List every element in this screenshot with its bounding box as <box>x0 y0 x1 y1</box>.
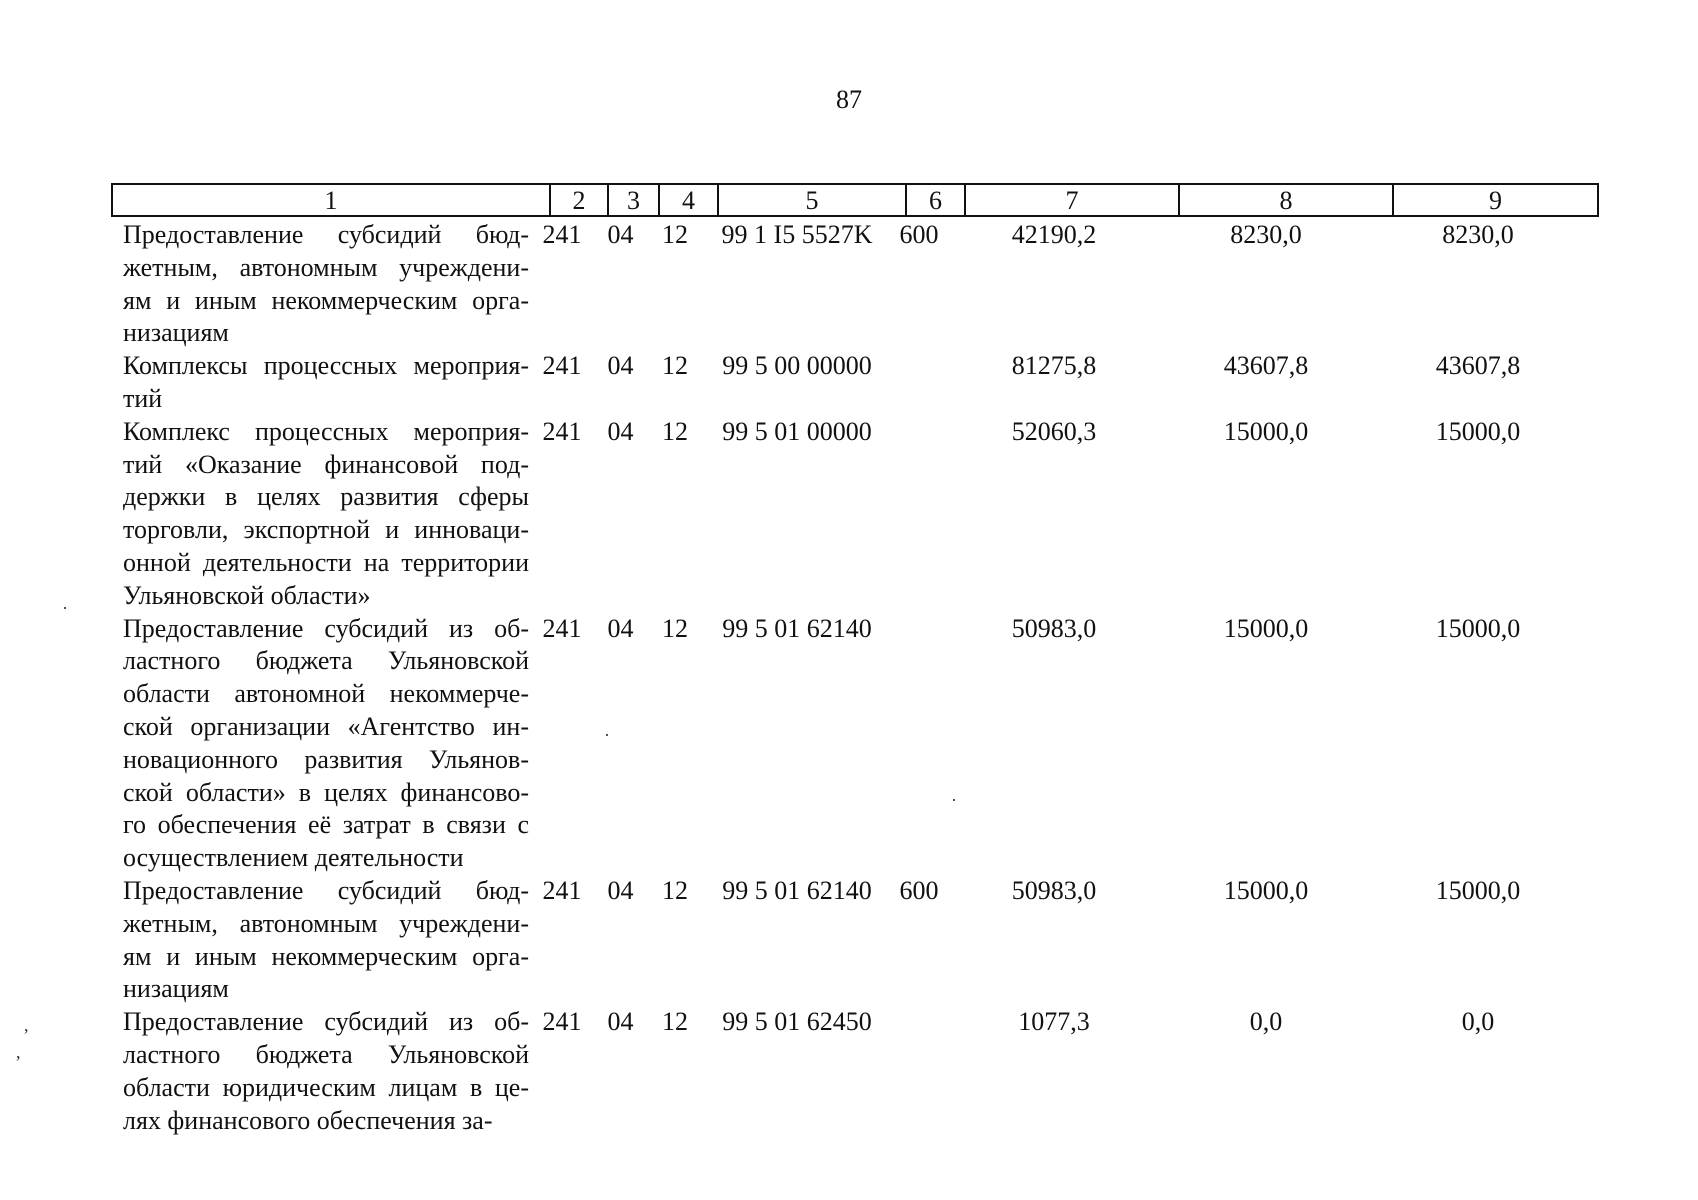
description-line: ской области» в целях финансово- <box>123 777 529 807</box>
row-amount-col9: 8230,0 <box>1442 220 1514 249</box>
row-amount-col7: 50983,0 <box>1011 613 1097 643</box>
row-subsection: 12 <box>662 875 688 905</box>
row-description <box>111 219 529 350</box>
row-amount-col9: 15000,0 <box>1435 416 1521 446</box>
row-section: 04 <box>607 613 634 643</box>
scan-speck: , <box>16 1042 21 1062</box>
row-amount-col7: 42190,2 <box>1011 220 1097 249</box>
row-section: 04 <box>607 220 634 249</box>
row-target-article: 99 1 I5 5527K <box>721 220 873 249</box>
row-code-grbs: 241 <box>542 1007 582 1037</box>
table-row <box>111 613 1599 875</box>
table-row <box>111 219 1599 350</box>
row-section: 04 <box>607 875 634 905</box>
row-amount-col9: 15000,0 <box>1435 875 1521 905</box>
row-code-grbs: 241 <box>542 875 582 905</box>
header-cell-4: 4 <box>682 186 695 215</box>
row-subsection: 12 <box>662 1007 688 1037</box>
row-subsection: 12 <box>662 351 688 381</box>
row-target-article: 99 5 01 00000 <box>722 416 872 446</box>
description-line: низациям <box>123 318 229 348</box>
row-section: 04 <box>607 1007 634 1037</box>
row-expense-type: 600 <box>899 875 939 905</box>
page-number: 87 <box>836 85 862 114</box>
row-target-article: 99 5 01 62140 <box>722 613 872 643</box>
row-amount-col9: 15000,0 <box>1435 613 1521 643</box>
row-amount-col8: 15000,0 <box>1223 416 1309 446</box>
row-subsection: 12 <box>662 416 688 446</box>
row-amount-col9: 43607,8 <box>1435 351 1521 381</box>
description-line: го обеспечения её затрат в связи с <box>123 810 529 840</box>
row-amount-col8: 0,0 <box>1249 1007 1283 1037</box>
row-code-grbs: 241 <box>542 351 582 381</box>
description-line: Предоставление субсидий из об- <box>123 1007 529 1037</box>
description-line: ластного бюджета Ульяновской <box>123 1039 529 1069</box>
row-description <box>111 350 529 416</box>
header-cell-1: 1 <box>324 186 338 215</box>
row-code-grbs: 241 <box>542 220 582 249</box>
description-line: ям и иным некоммерческим орга- <box>123 941 529 971</box>
table-row <box>111 875 1599 1006</box>
description-line: торговли, экспортной и инноваци- <box>123 515 529 545</box>
description-line: держки в целях развития сферы <box>123 482 529 512</box>
description-line: ской организации «Агентство ин- <box>123 711 529 741</box>
description-line: области юридическим лицам в це- <box>123 1072 529 1102</box>
description-line: области автономной некоммерче- <box>123 679 529 709</box>
description-line: онной деятельности на территории <box>123 547 529 577</box>
row-amount-col8: 15000,0 <box>1223 875 1309 905</box>
header-cell-9: 9 <box>1489 186 1502 215</box>
header-cell-5: 5 <box>805 186 819 215</box>
header-cell-2: 2 <box>572 186 586 215</box>
description-line: Предоставление субсидий из об- <box>123 613 529 643</box>
scan-speck: · <box>604 725 610 745</box>
scan-speck: , <box>24 1015 29 1035</box>
row-section: 04 <box>607 351 634 381</box>
row-amount-col7: 81275,8 <box>1011 351 1097 381</box>
table-row <box>111 416 1599 613</box>
header-cell-8: 8 <box>1279 186 1293 215</box>
description-line: новационного развития Ульянов- <box>123 744 529 774</box>
description-line: Комплекс процессных мероприя- <box>123 416 529 446</box>
row-target-article: 99 5 01 62450 <box>722 1007 872 1037</box>
table-row <box>111 1006 1599 1137</box>
description-line: жетным, автономным учреждени- <box>123 908 529 938</box>
row-description <box>111 1006 529 1137</box>
header-cell-3: 3 <box>627 186 640 215</box>
description-line: тий <box>123 383 163 413</box>
row-description <box>111 875 529 1006</box>
table-body <box>111 219 1599 1137</box>
row-amount-col7: 50983,0 <box>1011 875 1097 905</box>
row-amount-col8: 15000,0 <box>1223 613 1309 643</box>
row-amount-col8: 43607,8 <box>1223 351 1309 381</box>
description-line: жетным, автономным учреждени- <box>123 252 529 282</box>
row-amount-col7: 1077,3 <box>1018 1007 1090 1037</box>
row-subsection: 12 <box>662 220 688 249</box>
description-line: ям и иным некоммерческим орга- <box>123 285 529 315</box>
description-line: осуществлением деятельности <box>123 843 464 873</box>
table-header <box>111 183 1599 217</box>
description-line: Предоставление субсидий бюд- <box>123 875 529 905</box>
row-code-grbs: 241 <box>542 416 582 446</box>
row-amount-col9: 0,0 <box>1461 1007 1495 1037</box>
description-line: Ульяновской области» <box>123 580 371 610</box>
row-section: 04 <box>607 416 634 446</box>
scan-speck: · <box>951 790 957 810</box>
description-line: ластного бюджета Ульяновской <box>123 646 529 676</box>
table-row <box>111 350 1599 416</box>
row-target-article: 99 5 01 62140 <box>722 875 872 905</box>
row-expense-type: 600 <box>899 220 939 249</box>
row-description <box>111 416 529 613</box>
scan-speck: · <box>62 598 68 618</box>
row-code-grbs: 241 <box>542 613 582 643</box>
header-cell-6: 6 <box>929 186 942 215</box>
row-subsection: 12 <box>662 613 688 643</box>
description-line: низациям <box>123 974 229 1004</box>
row-target-article: 99 5 00 00000 <box>722 351 872 381</box>
description-line: лях финансового обеспечения за- <box>123 1105 493 1135</box>
description-line: Комплексы процессных мероприя- <box>123 351 529 381</box>
description-line: Предоставление субсидий бюд- <box>123 220 529 249</box>
row-amount-col8: 8230,0 <box>1230 220 1302 249</box>
header-cell-7: 7 <box>1065 186 1079 215</box>
row-description <box>111 613 529 875</box>
description-line: тий «Оказание финансовой под- <box>123 449 529 479</box>
row-amount-col7: 52060,3 <box>1011 416 1097 446</box>
